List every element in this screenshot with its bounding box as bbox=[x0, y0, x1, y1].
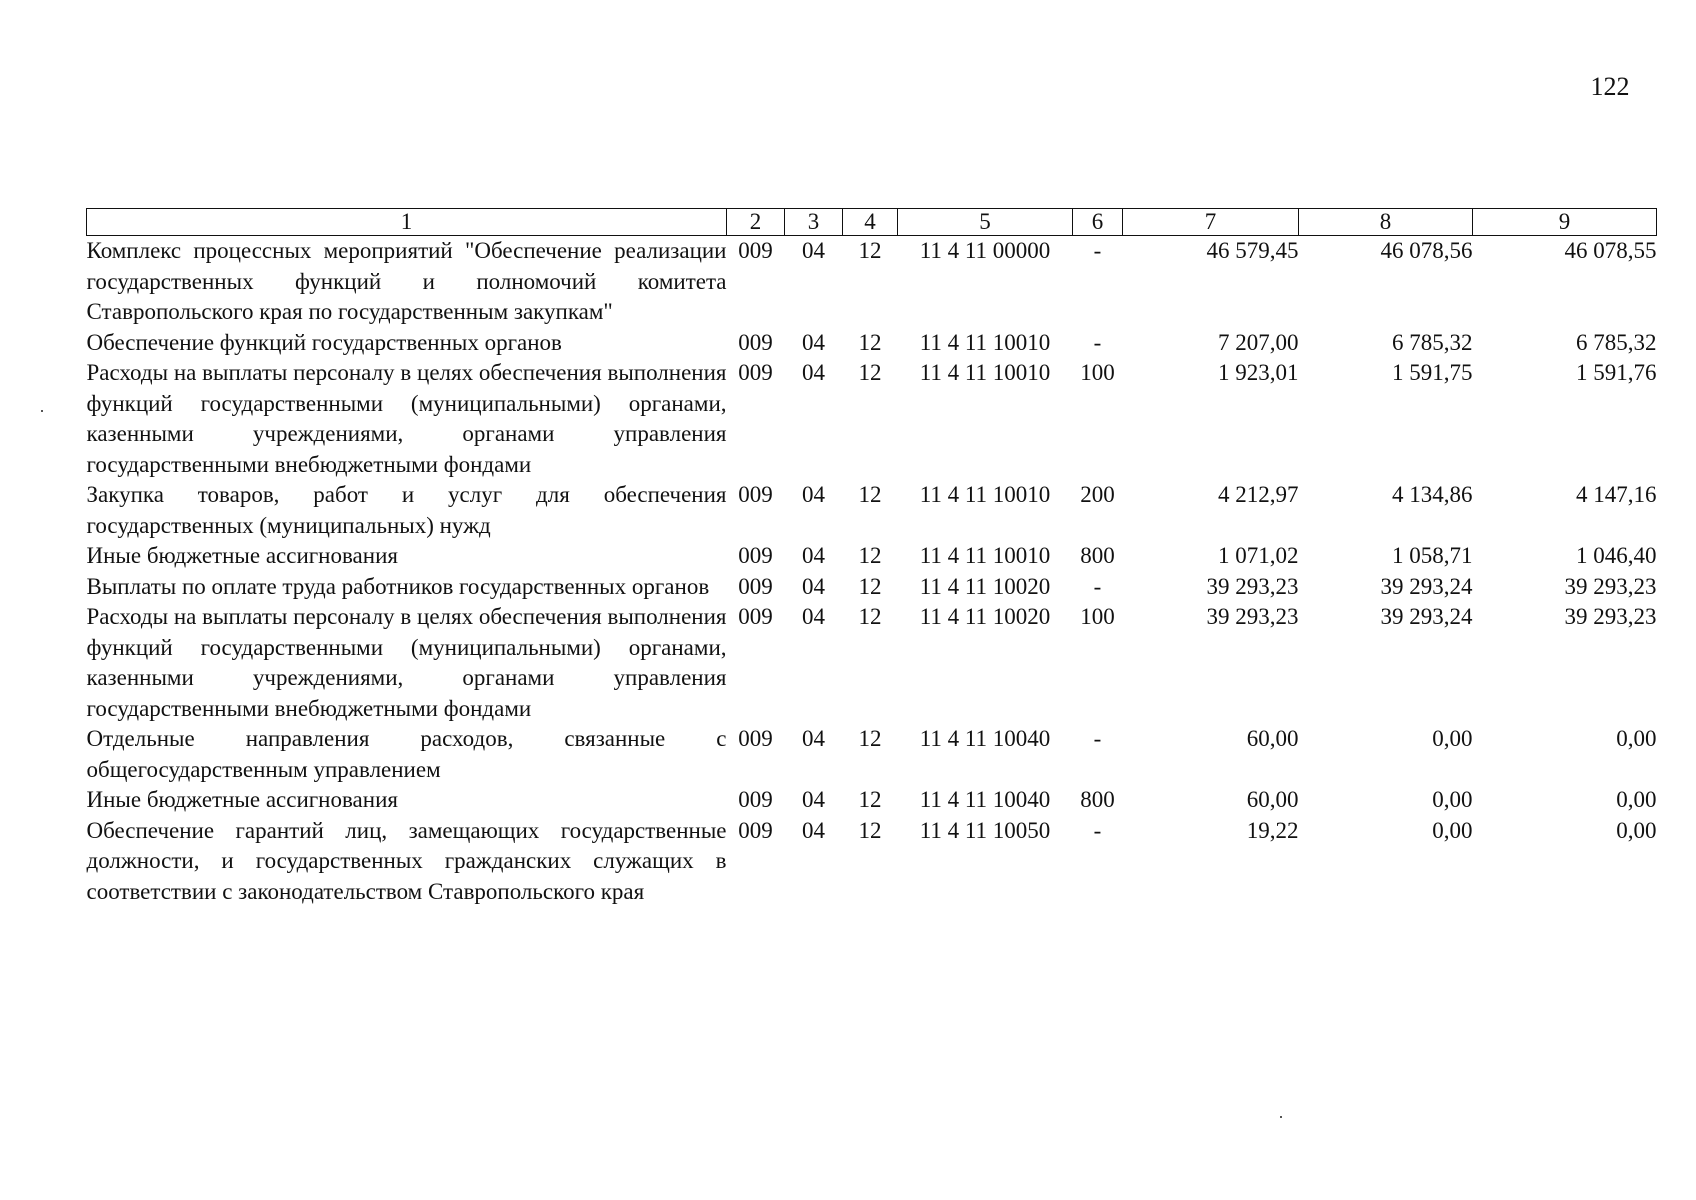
cell-amount-9: 0,00 bbox=[1616, 726, 1657, 751]
page-number: 122 bbox=[1590, 72, 1630, 101]
table-row bbox=[87, 236, 1657, 328]
cell-ministry-code: 009 bbox=[738, 817, 773, 843]
cell-expense-type: - bbox=[1093, 573, 1102, 599]
cell-subsection-code: 12 bbox=[858, 482, 882, 507]
cell-expense-type: 800 bbox=[1080, 787, 1115, 812]
cell-expense-type: - bbox=[1093, 238, 1102, 263]
cell-ministry-code: 009 bbox=[738, 726, 773, 751]
cell-amount-9: 46 078,55 bbox=[1564, 238, 1657, 263]
cell-expense-type: 800 bbox=[1080, 543, 1115, 568]
cell-amount-7: 1 923,01 bbox=[1218, 360, 1299, 385]
cell-amount-8: 1 058,71 bbox=[1392, 543, 1473, 568]
cell-amount-8: 0,00 bbox=[1432, 726, 1473, 751]
cell-subsection-code: 12 bbox=[858, 604, 882, 629]
cell-amount-7: 1 071,02 bbox=[1218, 543, 1299, 568]
row-description: Отдельные направления расходов, связанные с общегосударственным управлением bbox=[86, 726, 727, 782]
budget-table bbox=[86, 208, 1657, 907]
row-description: Иные бюджетные ассигнования bbox=[86, 787, 398, 812]
cell-section-code: 04 bbox=[802, 726, 825, 751]
cell-amount-9: 0,00 bbox=[1616, 787, 1657, 812]
row-description: Обеспечение гарантий лиц, замещающих государственные должности, и государственных гражданских служащих в соответствии с законодательством Ставропольского края bbox=[86, 817, 727, 904]
cell-amount-7: 7 207,00 bbox=[1218, 329, 1299, 355]
column-header-8: 8 bbox=[1299, 209, 1473, 236]
cell-expense-type: 200 bbox=[1080, 482, 1115, 507]
row-description: Расходы на выплаты персоналу в целях обеспечения выполнения функций государственными (муниципальными) органами, казенными учреждениями, органами управления государственными внебюджетными фондами bbox=[86, 360, 727, 477]
cell-ministry-code: 009 bbox=[738, 573, 773, 599]
table-row bbox=[87, 541, 1657, 572]
column-header-3: 3 bbox=[785, 209, 843, 236]
scan-speck bbox=[1280, 1116, 1282, 1118]
cell-ministry-code: 009 bbox=[738, 238, 773, 263]
cell-target-article: 11 4 11 10010 bbox=[919, 360, 1051, 385]
cell-expense-type: 100 bbox=[1080, 604, 1115, 629]
cell-target-article: 11 4 11 10010 bbox=[919, 329, 1051, 355]
cell-amount-8: 39 293,24 bbox=[1380, 604, 1473, 629]
header-row bbox=[87, 209, 1657, 236]
table-row bbox=[87, 328, 1657, 359]
cell-subsection-code: 12 bbox=[858, 360, 882, 385]
table-row bbox=[87, 724, 1657, 785]
cell-target-article: 11 4 11 10020 bbox=[919, 604, 1051, 629]
row-description: Расходы на выплаты персоналу в целях обеспечения выполнения функций государственными (муниципальными) органами, казенными учреждениями, органами управления государственными внебюджетными фондами bbox=[86, 604, 727, 721]
table-row bbox=[87, 602, 1657, 724]
cell-amount-7: 4 212,97 bbox=[1218, 482, 1299, 507]
cell-target-article: 11 4 11 10040 bbox=[919, 726, 1051, 751]
row-description: Обеспечение функций государственных органов bbox=[86, 329, 562, 355]
cell-target-article: 11 4 11 10010 bbox=[919, 543, 1051, 568]
cell-ministry-code: 009 bbox=[738, 604, 773, 629]
cell-amount-8: 39 293,24 bbox=[1380, 573, 1473, 599]
cell-amount-9: 1 046,40 bbox=[1576, 543, 1657, 568]
cell-subsection-code: 12 bbox=[858, 817, 882, 843]
cell-subsection-code: 12 bbox=[858, 726, 882, 751]
cell-expense-type: - bbox=[1093, 329, 1102, 355]
cell-amount-7: 60,00 bbox=[1246, 726, 1299, 751]
cell-amount-9: 6 785,32 bbox=[1576, 329, 1657, 355]
cell-amount-9: 4 147,16 bbox=[1576, 482, 1657, 507]
row-description: Закупка товаров, работ и услуг для обеспечения государственных (муниципальных) нужд bbox=[86, 482, 727, 538]
column-header-6: 6 bbox=[1073, 209, 1123, 236]
row-description: Иные бюджетные ассигнования bbox=[86, 543, 398, 568]
cell-subsection-code: 12 bbox=[858, 787, 882, 812]
cell-target-article: 11 4 11 10010 bbox=[919, 482, 1051, 507]
cell-amount-9: 39 293,23 bbox=[1564, 573, 1657, 599]
row-description: Комплекс процессных мероприятий "Обеспечение реализации государственных функций и полномочий комитета Ставропольского края по государственным закупкам" bbox=[86, 238, 727, 324]
table-row bbox=[87, 358, 1657, 480]
cell-amount-7: 19,22 bbox=[1246, 817, 1299, 843]
cell-amount-7: 46 579,45 bbox=[1206, 238, 1299, 263]
cell-section-code: 04 bbox=[802, 573, 825, 599]
column-header-7: 7 bbox=[1123, 209, 1299, 236]
cell-subsection-code: 12 bbox=[858, 573, 882, 599]
cell-section-code: 04 bbox=[802, 482, 825, 507]
cell-section-code: 04 bbox=[802, 543, 825, 568]
table-row bbox=[87, 480, 1657, 541]
cell-amount-7: 39 293,23 bbox=[1206, 573, 1299, 599]
cell-ministry-code: 009 bbox=[738, 787, 773, 812]
cell-subsection-code: 12 bbox=[858, 238, 882, 263]
cell-amount-7: 39 293,23 bbox=[1206, 604, 1299, 629]
cell-target-article: 11 4 11 10050 bbox=[919, 817, 1051, 843]
table-row bbox=[87, 785, 1657, 816]
cell-subsection-code: 12 bbox=[858, 543, 882, 568]
cell-section-code: 04 bbox=[802, 360, 825, 385]
cell-ministry-code: 009 bbox=[738, 482, 773, 507]
row-description: Выплаты по оплате труда работников государственных органов bbox=[86, 573, 710, 599]
column-header-1: 1 bbox=[87, 209, 727, 236]
cell-amount-8: 46 078,56 bbox=[1380, 238, 1473, 263]
cell-target-article: 11 4 11 00000 bbox=[919, 238, 1051, 263]
cell-section-code: 04 bbox=[802, 817, 825, 843]
cell-amount-8: 4 134,86 bbox=[1392, 482, 1473, 507]
cell-target-article: 11 4 11 10020 bbox=[919, 573, 1051, 599]
cell-section-code: 04 bbox=[802, 787, 825, 812]
cell-section-code: 04 bbox=[802, 238, 825, 263]
cell-amount-9: 1 591,76 bbox=[1576, 360, 1657, 385]
cell-ministry-code: 009 bbox=[738, 360, 773, 385]
column-header-5: 5 bbox=[898, 209, 1073, 236]
cell-ministry-code: 009 bbox=[738, 329, 773, 355]
column-header-4: 4 bbox=[843, 209, 898, 236]
cell-amount-8: 1 591,75 bbox=[1392, 360, 1473, 385]
cell-amount-7: 60,00 bbox=[1246, 787, 1299, 812]
cell-amount-9: 39 293,23 bbox=[1564, 604, 1657, 629]
cell-expense-type: - bbox=[1093, 726, 1102, 751]
table-row bbox=[87, 572, 1657, 603]
cell-subsection-code: 12 bbox=[858, 329, 882, 355]
cell-ministry-code: 009 bbox=[738, 543, 773, 568]
cell-section-code: 04 bbox=[802, 604, 825, 629]
cell-amount-8: 0,00 bbox=[1432, 787, 1473, 812]
column-header-9: 9 bbox=[1473, 209, 1657, 236]
cell-amount-9: 0,00 bbox=[1616, 817, 1657, 843]
cell-amount-8: 0,00 bbox=[1432, 817, 1473, 843]
cell-amount-8: 6 785,32 bbox=[1392, 329, 1473, 355]
scan-speck bbox=[41, 410, 43, 412]
cell-expense-type: - bbox=[1093, 817, 1102, 843]
cell-section-code: 04 bbox=[802, 329, 825, 355]
table-row bbox=[87, 816, 1657, 908]
column-header-2: 2 bbox=[727, 209, 785, 236]
cell-expense-type: 100 bbox=[1080, 360, 1115, 385]
cell-target-article: 11 4 11 10040 bbox=[919, 787, 1051, 812]
